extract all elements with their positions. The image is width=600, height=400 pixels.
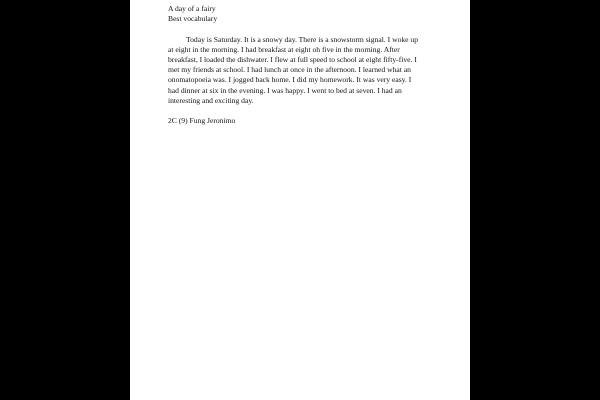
document-body-paragraph: Today is Saturday. It is a snowy day. There is a snowstorm signal. I woke up at eight in the morning. I had breakfast at eight oh five in the morning. After breakfast, I loaded the dishwater. I flew at full speed to school at eight fifty-five. I met my friends at school. I had lunch at once in the afternoon. I learned what an onomatopoeia was. I jogged back home. I did my homework. It was very easy. I had dinner at six in the evening. I was happy. I went to bed at seven. I had an interesting and exciting day. xyxy=(168,34,419,105)
document-content xyxy=(168,4,420,126)
author-signature: 2C (9) Fung Jeronimo xyxy=(168,116,236,126)
document-title: A day of a fairy xyxy=(168,4,216,13)
document-page xyxy=(130,0,470,400)
document-subtitle: Best vocabulary xyxy=(168,14,218,24)
